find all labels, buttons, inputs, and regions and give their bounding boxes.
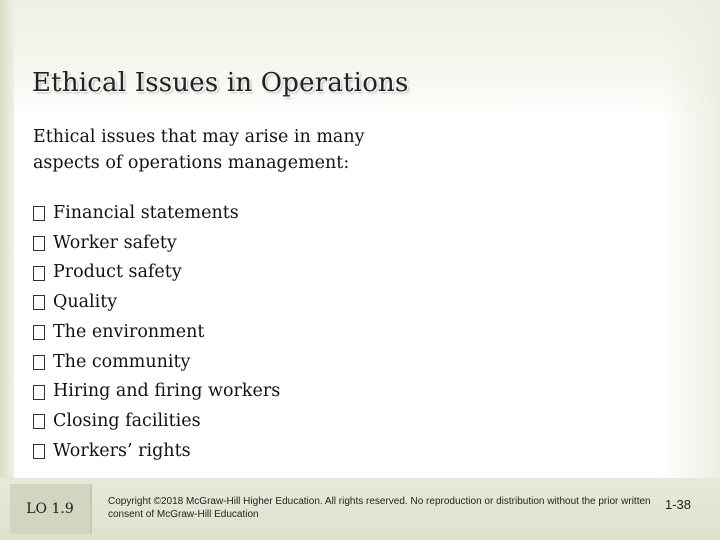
checkbox-square-icon: [33, 206, 45, 221]
bullet-text: The environment: [53, 321, 205, 342]
bullet-text: Financial statements: [53, 203, 239, 223]
checkbox-square-icon: [33, 236, 45, 251]
bullet-item: [33, 348, 280, 378]
page-number: 1-38: [665, 497, 692, 512]
bullet-item: [33, 377, 280, 407]
bullet-text: Worker safety: [53, 232, 177, 253]
bullet-text: Product safety: [53, 262, 182, 283]
bullet-item: [33, 288, 280, 318]
copyright-notice: Copyright ©2018 McGraw-Hill Higher Education. All rights reserved. No reproduction or distribution without the prior written consent of McGraw-Hill Education: [108, 496, 651, 520]
checkbox-square-icon: [33, 355, 45, 370]
bullet-item: [33, 199, 280, 229]
bullet-item: [33, 318, 280, 348]
bullet-text: Closing facilities: [53, 410, 201, 431]
checkbox-square-icon: [33, 385, 45, 400]
bullet-item: [33, 407, 280, 437]
checkbox-square-icon: [33, 325, 45, 340]
bullet-item: [33, 229, 280, 259]
right-background-shade: [660, 0, 720, 480]
checkbox-square-icon: [33, 266, 45, 281]
learning-objective-label: LO 1.9: [10, 484, 92, 534]
bullet-text: Workers’ rights: [53, 440, 191, 461]
bullet-list: [33, 199, 280, 466]
bullet-item: [33, 437, 280, 467]
top-background-shade: [14, 0, 720, 120]
checkbox-square-icon: [33, 444, 45, 459]
bullet-text: Quality: [53, 292, 118, 313]
bullet-item: [33, 258, 280, 288]
left-decorative-band: [0, 0, 14, 540]
checkbox-square-icon: [33, 414, 45, 429]
bullet-text: Hiring and firing workers: [53, 381, 281, 402]
bullet-text: The community: [53, 351, 191, 372]
slide-title: Ethical Issues in Operations: [32, 68, 409, 98]
checkbox-square-icon: [33, 295, 45, 310]
intro-text: Ethical issues that may arise in many aspects of operations management:: [33, 127, 365, 173]
